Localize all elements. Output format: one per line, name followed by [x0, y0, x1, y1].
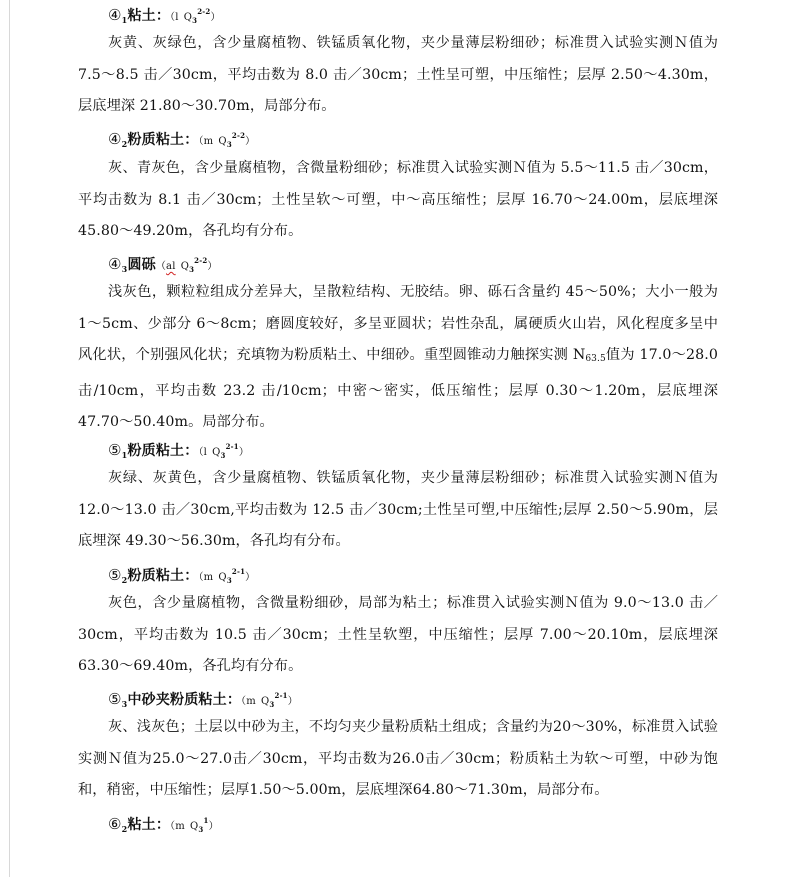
geo-q: Q	[218, 572, 227, 583]
geo-prefix: l	[203, 447, 208, 458]
geo-prefix: al	[166, 261, 176, 272]
section-paragraph: 灰色，含少量腐植物，含微量粉细砂，局部为粘土；标准贯入试验实测Ｎ值为 9.0～13.0 击／30cm，平均击数为 10.5 击／30cm；土性呈软塑，中压缩性；层厚 7.00～20.10m，层底埋深 63.30～69.40m，各孔均有分布。	[78, 595, 718, 674]
geo-sup: 2-1	[231, 567, 246, 576]
layer-number: ④	[108, 130, 122, 148]
layer-number: ⑤	[108, 690, 122, 708]
layer-name: 粘土：	[127, 817, 171, 833]
section-paragraph: 灰绿、灰黄色，含少量腐植物、铁锰质氧化物，夹少量薄层粉细砂；标准贯入试验实测Ｎ值为 12.0～13.0 击／30cm,平均击数为 12.5 击／30cm;土性呈可塑,中压缩性;层厚 2.50～5.90m，层底埋深 49.30～56.30m，各孔均有分布。	[78, 470, 718, 549]
geo-sup: 2-2	[197, 7, 211, 16]
geo-prefix: m	[175, 821, 185, 832]
layer-number: ⑥	[108, 815, 122, 833]
geo-q: Q	[212, 447, 221, 458]
geo-sub: 3	[226, 576, 232, 585]
geo-prefix: m	[246, 696, 256, 707]
section-paragraph: 灰黄、灰绿色，含少量腐植物、铁锰质氧化物，夹少量薄层粉细砂；标准贯入试验实测Ｎ值为 7.5～8.5 击／30cm，平均击数为 8.0 击／30cm；土性呈可塑，中压缩性；层厚 2.50～4.30m，层底埋深 21.80～30.70m，局部分布。	[78, 35, 718, 114]
geo-sup: 2-2	[194, 256, 208, 265]
geo-sub: 3	[269, 700, 275, 709]
section-heading	[108, 251, 748, 280]
section-paragraph: 灰、浅灰色；土层以中砂为主，不均匀夹少量粉质粘土组成；含量约为20～30%，标准贯入试验实测Ｎ值为25.0～27.0击／30cm，平均击数为26.0击／30cm；粉质粘土为软～可塑，中砂为饱和，稍密，中压缩性；层厚1.50～5.00m，层底埋深64.80～71.30m，局部分布。	[78, 719, 718, 798]
section-heading	[108, 562, 748, 591]
geo-close: ）	[245, 136, 256, 147]
geo-close: ）	[210, 12, 221, 23]
geo-sup: 2-1	[225, 442, 239, 451]
geo-sub: 3	[192, 16, 198, 25]
geo-prefix: m	[203, 136, 214, 147]
geo-sub: 3	[198, 825, 204, 834]
geo-sub: 3	[226, 140, 232, 149]
geo-open: （	[198, 572, 204, 583]
geo-open: （	[155, 261, 167, 272]
paragraph-text-pre: 浅灰色，颗粒粒组成分差异大，呈散粒结构、无胶结。卵、砾石含量约 45～50%；大小一般为 1～5cm、少部分 6～8cm；磨圆度较好，多呈亚圆状；岩性杂乱，属硬质火山岩，风化程度多呈中风化状，个别强风化状；充填物为粉质粘土、中细砂。重型圆锥动力触探实测	[78, 284, 718, 363]
geo-q: Q	[218, 136, 227, 147]
layer-name: 粉质粘土：	[127, 443, 199, 459]
geo-close: ）	[238, 447, 250, 458]
section-heading	[108, 686, 748, 715]
geo-sup: 2-2	[231, 131, 246, 140]
geo-sub: 3	[189, 265, 195, 274]
geo-open: （	[170, 12, 176, 23]
section-heading	[108, 126, 748, 155]
n-label: N	[572, 347, 586, 363]
geo-q: Q	[190, 821, 199, 832]
layer-number: ④	[108, 6, 122, 24]
section-heading	[108, 811, 748, 840]
layer-name: 粉质粘土：	[127, 132, 199, 148]
layer-sub-number: 2	[121, 824, 128, 834]
layer-number: ⑤	[108, 566, 122, 584]
geo-open: （	[241, 696, 247, 707]
section-heading	[108, 437, 748, 466]
geo-q: Q	[180, 261, 190, 272]
geo-q: Q	[261, 696, 270, 707]
geo-q: Q	[183, 12, 193, 23]
section-heading	[108, 2, 748, 31]
geo-open: （	[198, 136, 204, 147]
geo-sub: 3	[220, 451, 226, 460]
geo-close: ）	[208, 821, 219, 832]
layer-name: 粘土：	[127, 8, 171, 24]
geo-open: （	[170, 821, 176, 832]
layer-sub-number: 3	[121, 264, 128, 274]
layer-number: ⑤	[108, 441, 122, 459]
page-edge-line	[9, 0, 10, 877]
geo-close: ）	[245, 572, 256, 583]
section-paragraph: 灰、青灰色，含少量腐植物，含微量粉细砂；标准贯入试验实测Ｎ值为 5.5～11.5 击／30cm，平均击数为 8.1 击／30cm；土性呈软～可塑，中～高压缩性；层厚 16.70～24.00m，层底埋深 45.80～49.20m，各孔均有分布。	[78, 160, 718, 239]
section-paragraph	[78, 277, 718, 439]
layer-sub-number: 2	[121, 139, 128, 149]
geo-close: ）	[207, 261, 218, 272]
geo-sup: 1	[203, 816, 209, 825]
layer-name: 中砂夹粉质粘土：	[127, 692, 242, 708]
layer-name: 圆砾	[127, 257, 156, 273]
n-subscript: 63.5	[585, 354, 606, 364]
layer-sub-number: 1	[121, 15, 128, 25]
geo-open: （	[198, 447, 204, 458]
paragraph-text-post: 值为 17.0～28.0 击/10cm，平均击数 23.2 击/10cm；中密～密实，低压缩性；层厚 0.30～1.20m，层底埋深 47.70～50.40m。局部分布。	[78, 347, 719, 430]
layer-sub-number: 2	[121, 575, 128, 585]
layer-name: 粉质粘土：	[127, 568, 199, 584]
layer-number: ④	[108, 255, 122, 273]
layer-sub-number: 3	[121, 699, 128, 709]
geo-prefix: l	[175, 12, 179, 23]
geo-close: ）	[287, 696, 298, 707]
geo-sup: 2-1	[274, 691, 288, 700]
geo-prefix: m	[203, 572, 214, 583]
layer-sub-number: 1	[121, 450, 128, 460]
